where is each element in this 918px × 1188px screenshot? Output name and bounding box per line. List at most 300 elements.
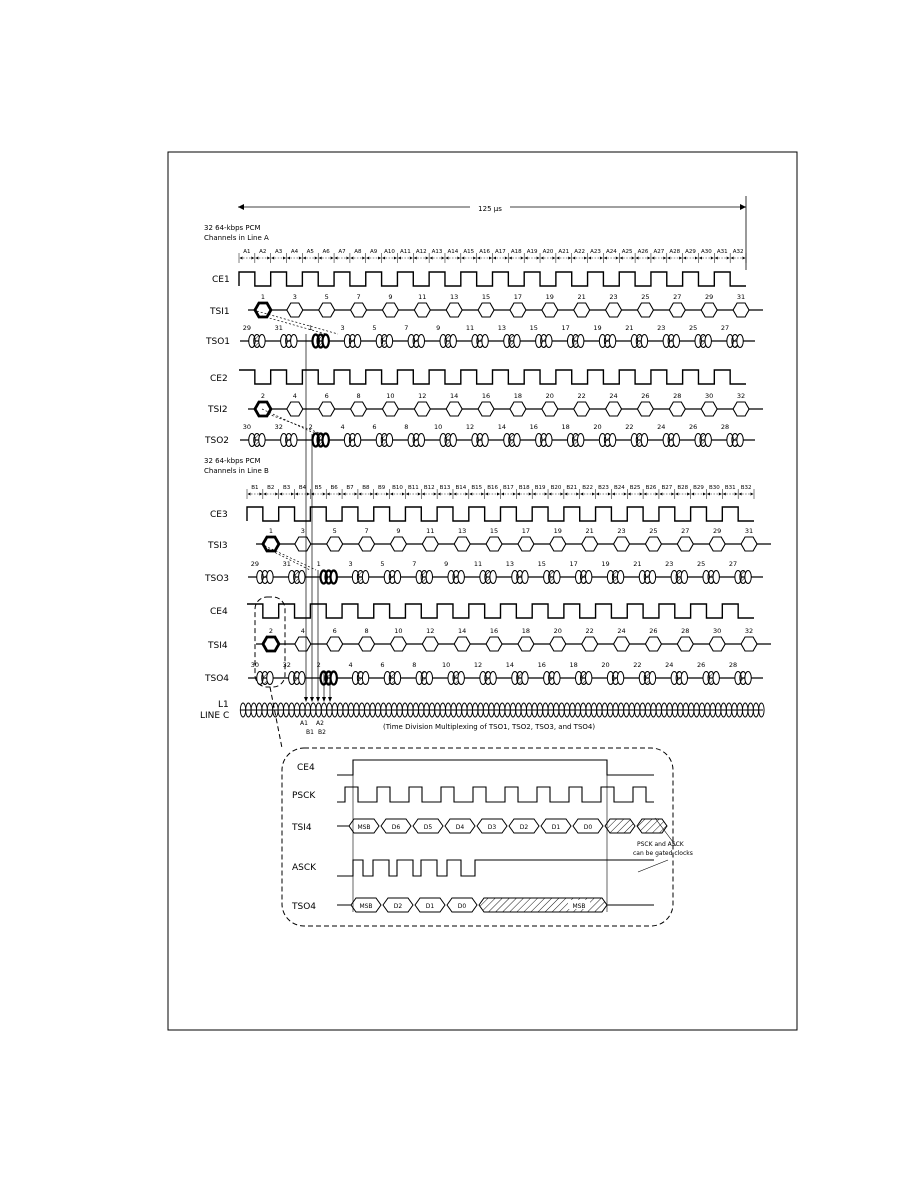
- detail-tso4-d1: D1: [425, 903, 435, 910]
- tsi1-slot: [542, 303, 558, 317]
- line-c-slot-b2: B2: [318, 729, 326, 736]
- tso3-bit: [585, 571, 591, 584]
- tsi1-slot: [510, 303, 526, 317]
- tsi3-slot-27: 27: [681, 527, 690, 535]
- tsi3-slot-7: 7: [364, 527, 369, 535]
- channel-row-a: [239, 246, 746, 263]
- channel-b-b12: B12: [423, 485, 435, 491]
- tsi3-slot: [263, 537, 279, 551]
- tso4-slot-22: 22: [633, 661, 642, 669]
- tsi4-slot-6: 6: [332, 627, 337, 635]
- tsi4-slot-16: 16: [489, 627, 499, 635]
- tso2-bit: [291, 434, 297, 447]
- channel-b-b18: B18: [518, 485, 530, 491]
- tso4-slot-26: 26: [697, 661, 706, 669]
- tsi3-slot-3: 3: [300, 527, 305, 535]
- tso3-slot-3: 3: [348, 560, 353, 568]
- tsi2-slot: [319, 402, 335, 416]
- detail-tsi4-idle: [637, 819, 667, 833]
- tsi2-slot-6: 6: [324, 392, 329, 400]
- ce2-clock: [239, 370, 746, 384]
- ce1-label: CE1: [212, 275, 230, 285]
- tso4-bit: [554, 672, 560, 685]
- tso4-slot-10: 10: [442, 661, 451, 669]
- tsi3-slot-11: 11: [426, 527, 435, 535]
- tso3-slot-7: 7: [412, 560, 417, 568]
- tso4-label: TSO4: [205, 674, 230, 684]
- tsi2-slot-2: 2: [260, 392, 266, 400]
- period-label: 125 μs: [478, 205, 502, 213]
- tsi2-slot: [414, 402, 430, 416]
- tso3-bit: [713, 571, 719, 584]
- channel-b-b8: B8: [362, 485, 370, 491]
- channel-b-b19: B19: [534, 485, 546, 491]
- detail-tsi4-d1: D1: [551, 824, 561, 831]
- channel-b-b31: B31: [724, 485, 736, 491]
- tso2-bit: [641, 434, 647, 447]
- tsi3-slot: [359, 537, 375, 551]
- tsi2-slot: [510, 402, 526, 416]
- tso2-slot-6: 6: [372, 423, 377, 431]
- channel-row-b: [247, 482, 754, 499]
- tsi1-slot: [669, 303, 685, 317]
- channel-a-a5: A5: [306, 249, 314, 255]
- tso3-slot-29: 29: [250, 560, 260, 568]
- tso2-bit: [482, 434, 488, 447]
- channel-b-b23: B23: [598, 485, 609, 491]
- tso2-bit: [514, 434, 520, 447]
- detail-tsi4-idle: [605, 819, 635, 833]
- channel-b-b5: B5: [314, 485, 322, 491]
- tso2-bit: [673, 434, 679, 447]
- tso2-bit: [577, 434, 583, 447]
- tsi1-slot: [478, 303, 494, 317]
- channel-a-a9: A9: [370, 249, 378, 255]
- tsi4-slot-8: 8: [364, 627, 369, 635]
- tsi1-slot-31: 31: [736, 293, 746, 301]
- tsi1-slot-27: 27: [673, 293, 682, 301]
- tsi3-slot: [390, 537, 406, 551]
- detail-note-line1: PSCK and ASCK: [637, 841, 684, 848]
- tsi1-slot: [382, 303, 398, 317]
- tsi3-slot: [614, 537, 630, 551]
- tso3-bit: [522, 571, 528, 584]
- tsi3-slot: [741, 537, 757, 551]
- tso1-label: TSO1: [206, 337, 231, 347]
- tso2-slot-20: 20: [593, 423, 602, 431]
- tsi2-slot-16: 16: [481, 392, 491, 400]
- tsi1-slot-11: 11: [418, 293, 427, 301]
- tsi4-slot-32: 32: [744, 627, 754, 635]
- tso1-slot-9: 9: [436, 324, 441, 332]
- tso2-slot-24: 24: [657, 423, 666, 431]
- tso4-stream: [248, 661, 763, 685]
- tsi3-slot-13: 13: [458, 527, 467, 535]
- tso2-bit: [418, 434, 424, 447]
- tso3-bit: [617, 571, 623, 584]
- tsi4-slot-4: 4: [300, 627, 305, 635]
- tso3-bit: [394, 571, 400, 584]
- tso4-bit: [585, 672, 591, 685]
- tso4-bit: [617, 672, 623, 685]
- tso4-slot-32: 32: [282, 661, 291, 669]
- tsi4-stream: [256, 627, 771, 651]
- channel-b-b17: B17: [503, 485, 514, 491]
- tsi1-slot: [351, 303, 367, 317]
- line-c-caption: (Time Division Multiplexing of TSO1, TSO2, TSO3, and TSO4): [383, 723, 596, 731]
- tso1-slot-1: 1: [308, 324, 313, 332]
- ce2-label: CE2: [210, 374, 228, 384]
- channel-a-a16: A16: [479, 249, 490, 255]
- tso2-stream: [240, 423, 755, 447]
- tsi1-slot-1: 1: [260, 293, 266, 301]
- tso1-bit: [514, 335, 520, 348]
- tsi3-slot: [518, 537, 534, 551]
- tso3-bit: [267, 571, 273, 584]
- tsi1-slot: [701, 303, 717, 317]
- tso3-slot-21: 21: [633, 560, 642, 568]
- tsi4-slot: [422, 637, 438, 651]
- tsi3-slot-25: 25: [649, 527, 658, 535]
- tso2-slot-12: 12: [465, 423, 475, 431]
- channel-a-a20: A20: [542, 249, 554, 255]
- line-c-label-2: LINE C: [200, 711, 230, 721]
- channel-b-b1: B1: [251, 485, 259, 491]
- slot-move-line: [262, 316, 326, 334]
- tso3-bit: [554, 571, 560, 584]
- channel-b-b7: B7: [346, 485, 354, 491]
- channel-b-b2: B2: [267, 485, 275, 491]
- tsi3-slot-17: 17: [521, 527, 531, 535]
- tsi4-slot: [359, 637, 375, 651]
- tsi4-label: TSI4: [208, 641, 228, 651]
- tso3-slot-27: 27: [728, 560, 738, 568]
- ce3-waveform: [247, 507, 754, 521]
- tso1-slot-13: 13: [497, 324, 507, 332]
- tso2-bit: [705, 434, 711, 447]
- tso3-slot-5: 5: [380, 560, 385, 568]
- detail-asck-waveform: [337, 860, 654, 876]
- tso4-slot-14: 14: [505, 661, 515, 669]
- tsi4-slot: [582, 637, 598, 651]
- tsi1-slot-13: 13: [450, 293, 459, 301]
- channel-a-a27: A27: [653, 249, 665, 255]
- tsi1-slot: [574, 303, 590, 317]
- tsi3-slot: [550, 537, 566, 551]
- ce3-label: CE3: [210, 510, 228, 520]
- tsi4-slot-12: 12: [426, 627, 435, 635]
- tsi4-slot: [709, 637, 725, 651]
- tso1-bit: [291, 335, 297, 348]
- channel-b-b9: B9: [378, 485, 386, 491]
- tsi2-slot: [478, 402, 494, 416]
- tsi4-slot-14: 14: [458, 627, 467, 635]
- tsi1-slot-23: 23: [609, 293, 618, 301]
- mux-drop-arrowhead: [322, 697, 326, 702]
- tso3-bit: [745, 571, 751, 584]
- section-b-subtitle: Channels in Line B: [204, 467, 269, 475]
- tsi3-label: TSI3: [208, 541, 228, 551]
- channel-a-a22: A22: [574, 249, 586, 255]
- tsi2-slot: [606, 402, 622, 416]
- tso2-bit: [609, 434, 615, 447]
- tsi4-slot: [454, 637, 470, 651]
- tso3-slot-19: 19: [601, 560, 610, 568]
- tso4-slot-16: 16: [537, 661, 546, 669]
- tsi1-slot-3: 3: [292, 293, 297, 301]
- tsi2-slot: [574, 402, 590, 416]
- tso2-slot-28: 28: [720, 423, 730, 431]
- tso3-slot-31: 31: [282, 560, 291, 568]
- channel-b-b25: B25: [629, 485, 641, 491]
- tso4-bit: [267, 672, 273, 685]
- tsi3-slot: [582, 537, 598, 551]
- tsi2-slot-28: 28: [673, 392, 682, 400]
- tsi3-slot-19: 19: [553, 527, 562, 535]
- tso4-bit: [426, 672, 432, 685]
- mux-drop-arrowhead: [328, 697, 332, 702]
- tso3-bit: [362, 571, 368, 584]
- tso3-bit: [458, 571, 464, 584]
- tsi1-slot-21: 21: [577, 293, 586, 301]
- tsi2-slot: [351, 402, 367, 416]
- tsi3-slot-29: 29: [713, 527, 722, 535]
- tso2-bit: [259, 434, 265, 447]
- tsi1-stream: [248, 293, 763, 317]
- tsi1-slot-9: 9: [388, 293, 393, 301]
- tso3-slot-13: 13: [505, 560, 515, 568]
- tso3-label: TSO3: [205, 574, 230, 584]
- tso4-bit: [713, 672, 719, 685]
- detail-psck-label: PSCK: [292, 791, 316, 801]
- tsi2-slot: [382, 402, 398, 416]
- tsi1-slot-15: 15: [481, 293, 491, 301]
- tso1-stream: [240, 324, 755, 348]
- channel-b-b3: B3: [282, 485, 291, 491]
- channel-a-a3: A3: [274, 249, 283, 255]
- tsi4-slot: [645, 637, 661, 651]
- tsi3-slot-5: 5: [332, 527, 337, 535]
- channel-a-a4: A4: [290, 249, 299, 255]
- detail-waveforms: [337, 760, 667, 912]
- ce4-label: CE4: [210, 607, 228, 617]
- tsi4-slot: [550, 637, 566, 651]
- tso2-bit: [546, 434, 552, 447]
- channel-b-b32: B32: [740, 485, 752, 491]
- tso1-bit: [737, 335, 743, 348]
- tsi3-slot-9: 9: [396, 527, 401, 535]
- tso1-slot-31: 31: [274, 324, 283, 332]
- tsi4-slot: [327, 637, 343, 651]
- tso1-bit: [322, 335, 328, 348]
- tso2-slot-14: 14: [497, 423, 507, 431]
- ce4-waveform: [247, 604, 754, 618]
- channel-b-b15: B15: [471, 485, 483, 491]
- tso3-bit: [330, 571, 336, 584]
- tso3-bit: [681, 571, 687, 584]
- tso4-slot-28: 28: [728, 661, 738, 669]
- channel-a-a6: A6: [322, 249, 330, 255]
- tso4-bit: [522, 672, 528, 685]
- tso1-slot-7: 7: [404, 324, 409, 332]
- detail-tso4-d2: D2: [393, 903, 403, 910]
- tsi4-slot: [295, 637, 311, 651]
- tsi2-slot-20: 20: [545, 392, 554, 400]
- tso4-bit: [330, 672, 336, 685]
- tso3-slot-23: 23: [665, 560, 674, 568]
- channel-a-a12: A12: [415, 249, 427, 255]
- tso4-bit: [649, 672, 655, 685]
- tsi1-slot: [606, 303, 622, 317]
- tsi2-slot: [733, 402, 749, 416]
- line-c-stream: [240, 703, 764, 717]
- tsi4-slot: [390, 637, 406, 651]
- tso2-slot-30: 30: [242, 423, 252, 431]
- channel-b-b13: B13: [439, 485, 451, 491]
- tsi1-slot-7: 7: [356, 293, 361, 301]
- tso1-slot-15: 15: [529, 324, 538, 332]
- tso2-slot-32: 32: [274, 423, 283, 431]
- tso2-slot-10: 10: [434, 423, 443, 431]
- tso1-bit: [354, 335, 360, 348]
- tsi3-stream: [256, 527, 771, 551]
- ce3-clock: [247, 507, 754, 521]
- detail-asck-label: ASCK: [292, 863, 317, 873]
- channel-b-b14: B14: [455, 485, 467, 491]
- mux-drop-arrowhead: [304, 697, 308, 702]
- tso1-slot-11: 11: [465, 324, 475, 332]
- tso4-slot-6: 6: [380, 661, 385, 669]
- tso3-bit: [649, 571, 655, 584]
- tsi4-slot-24: 24: [617, 627, 626, 635]
- channel-a-a8: A8: [354, 249, 362, 255]
- ce1-waveform: [239, 272, 746, 286]
- tso1-slot-3: 3: [340, 324, 345, 332]
- tsi1-slot-5: 5: [324, 293, 329, 301]
- detail-tsi4-d4: D4: [455, 824, 465, 831]
- line-c-slot-a2: A2: [316, 720, 324, 727]
- detail-tso4-msb: MSB: [359, 903, 373, 910]
- tsi2-slot: [446, 402, 462, 416]
- tsi1-slot: [414, 303, 430, 317]
- tso3-slot-17: 17: [569, 560, 578, 568]
- tsi4-slot-10: 10: [394, 627, 403, 635]
- tso2-slot-18: 18: [561, 423, 570, 431]
- tsi3-slot: [454, 537, 470, 551]
- tso2-bit: [386, 434, 392, 447]
- tsi2-slot: [287, 402, 303, 416]
- channel-b-b27: B27: [661, 485, 673, 491]
- section-a-title: 32 64-kbps PCM: [204, 224, 261, 232]
- figure-frame: [168, 152, 797, 1030]
- detail-tsi4-d6: D6: [391, 824, 401, 831]
- tsi4-slot-26: 26: [649, 627, 658, 635]
- channel-a-a14: A14: [447, 249, 459, 255]
- tsi3-slot: [677, 537, 693, 551]
- channel-a-a10: A10: [384, 249, 395, 255]
- tsi1-slot-19: 19: [545, 293, 554, 301]
- tso4-slot-2: 2: [316, 661, 321, 669]
- tsi2-slot-10: 10: [386, 392, 395, 400]
- detail-tsi4-d5: D5: [423, 824, 433, 831]
- tsi2-slot: [637, 402, 653, 416]
- tso2-slot-22: 22: [625, 423, 634, 431]
- tsi2-slot: [542, 402, 558, 416]
- channel-b-b29: B29: [693, 485, 704, 491]
- tsi3-slot: [422, 537, 438, 551]
- channel-a-a28: A28: [669, 249, 681, 255]
- channel-b-b24: B24: [613, 485, 625, 491]
- channel-b-b21: B21: [566, 485, 578, 491]
- line-c-slot-b1: B1: [306, 729, 314, 736]
- tsi4-slot: [677, 637, 693, 651]
- channel-b-b26: B26: [645, 485, 657, 491]
- tso2-slot-2: 2: [308, 423, 313, 431]
- section-b-title: 32 64-kbps PCM: [204, 457, 261, 465]
- detail-tso4-d0: D0: [457, 903, 467, 910]
- tsi2-slot-24: 24: [609, 392, 618, 400]
- channel-a-a7: A7: [338, 249, 346, 255]
- detail-tsi4-msb: MSB: [357, 824, 371, 831]
- tso4-bit: [458, 672, 464, 685]
- note-leader-2: [638, 860, 668, 872]
- tso1-slot-25: 25: [689, 324, 698, 332]
- tsi3-slot: [295, 537, 311, 551]
- tso4-slot-8: 8: [412, 661, 417, 669]
- tso1-bit: [546, 335, 552, 348]
- tsi3-slot-21: 21: [585, 527, 594, 535]
- detail-tso4-label: TSO4: [292, 902, 317, 912]
- ce2-waveform: [239, 370, 746, 384]
- tso1-bit: [386, 335, 392, 348]
- tso4-slot-4: 4: [348, 661, 353, 669]
- tso3-bit: [426, 571, 432, 584]
- tsi4-slot-28: 28: [681, 627, 690, 635]
- channel-a-a11: A11: [399, 249, 411, 255]
- tsi4-slot-30: 30: [713, 627, 722, 635]
- tsi1-slot: [319, 303, 335, 317]
- tsi2-slot-26: 26: [641, 392, 650, 400]
- zoom-connector: [270, 687, 282, 748]
- channel-a-a24: A24: [605, 249, 617, 255]
- tso1-bit: [482, 335, 488, 348]
- tsi3-slot-1: 1: [268, 527, 274, 535]
- tso2-slot-26: 26: [689, 423, 698, 431]
- channel-b-b16: B16: [487, 485, 498, 491]
- tso1-slot-29: 29: [242, 324, 252, 332]
- tso3-slot-15: 15: [537, 560, 546, 568]
- tso1-slot-21: 21: [625, 324, 634, 332]
- tso1-bit: [609, 335, 615, 348]
- channel-a-a15: A15: [463, 249, 475, 255]
- detail-note-line2: can be gated clocks: [633, 850, 693, 857]
- tsi1-slot-25: 25: [641, 293, 650, 301]
- tsi2-slot-12: 12: [418, 392, 427, 400]
- tsi2-label: TSI2: [208, 405, 228, 415]
- ce4-clock: [247, 604, 754, 618]
- tsi4-slot-22: 22: [585, 627, 594, 635]
- tso2-slot-8: 8: [404, 423, 409, 431]
- tsi4-slot: [614, 637, 630, 651]
- tsi2-slot: [701, 402, 717, 416]
- detail-tsi4-label: TSI4: [292, 823, 312, 833]
- channel-b-b4: B4: [298, 485, 307, 491]
- tso1-slot-27: 27: [720, 324, 730, 332]
- tsi2-slot-22: 22: [577, 392, 586, 400]
- channel-a-a31: A31: [716, 249, 728, 255]
- tso1-slot-17: 17: [561, 324, 570, 332]
- tsi1-slot: [637, 303, 653, 317]
